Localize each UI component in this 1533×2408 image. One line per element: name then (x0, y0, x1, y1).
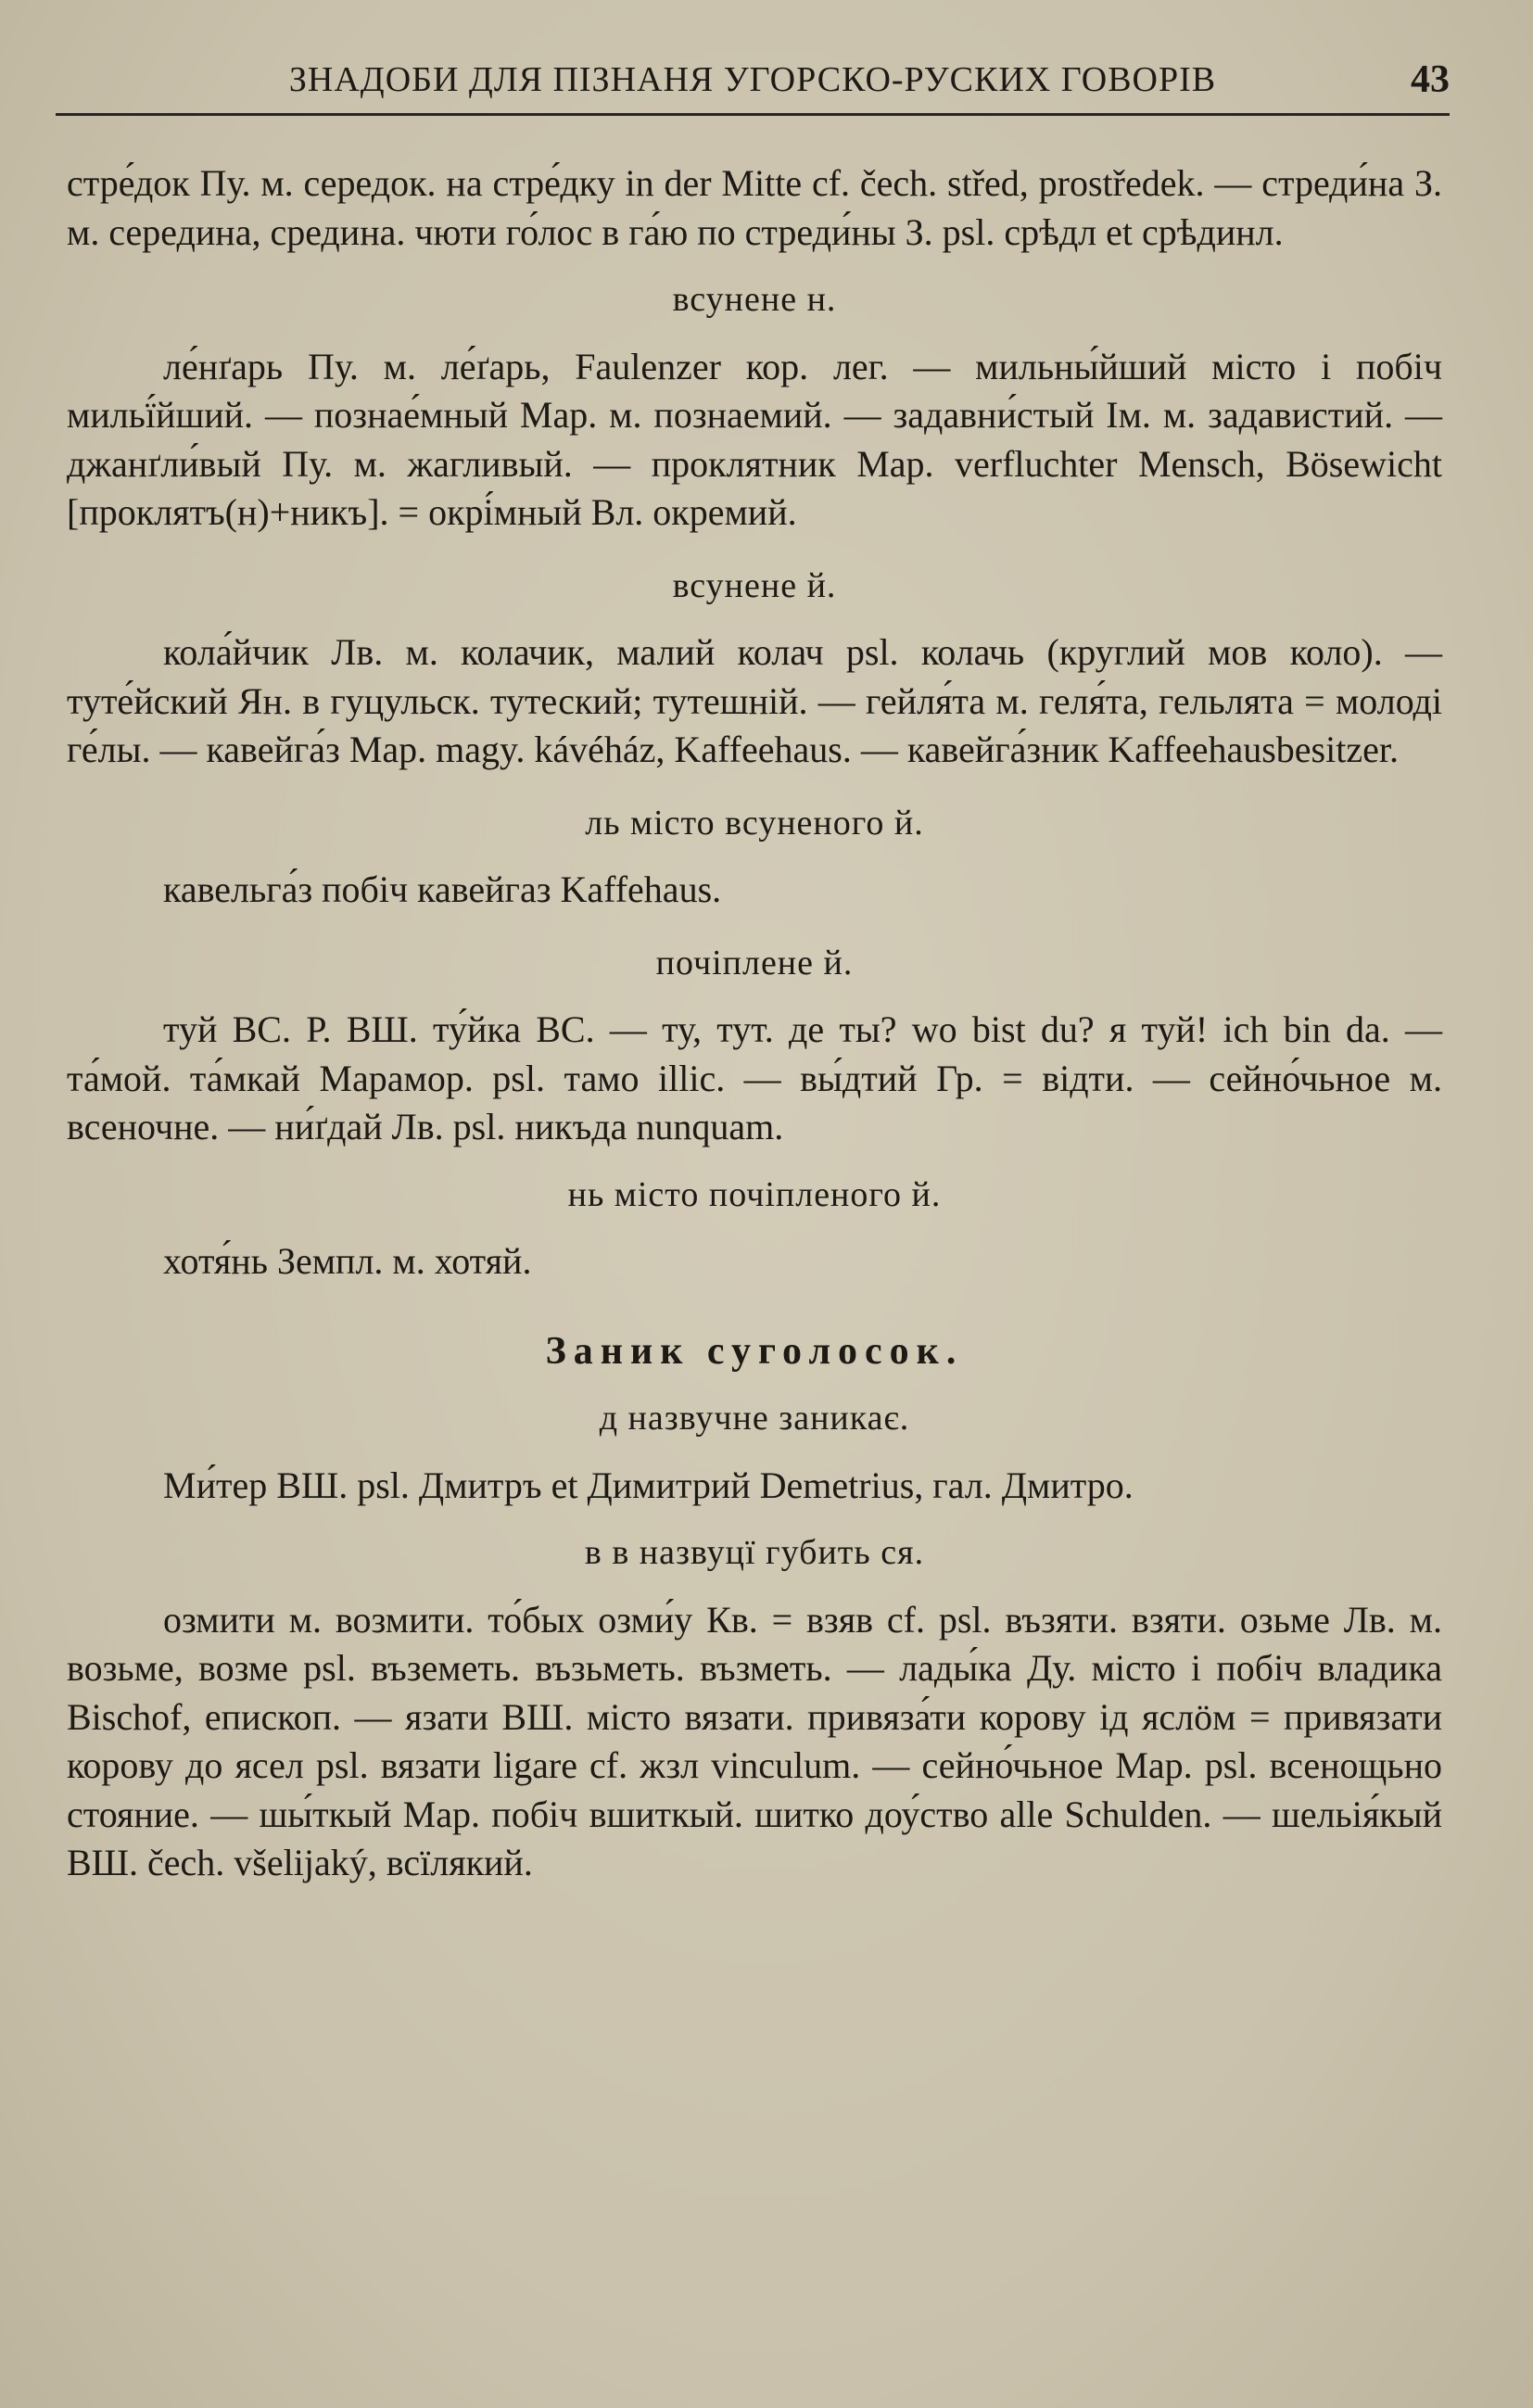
section-heading-l-misto: ль місто всуненого й. (585, 803, 924, 843)
chapter-heading-zanyk: Заник суголосок. (545, 1329, 964, 1373)
paragraph-kolaychyk: кола́йчик Лв. м. колачик, малий колач psl. колачь (круглий мов коло). — туте́йский Ян. в гуцульск. тутеский; тутешній. — гейля́та м. геля́та, гельлята = молоді ге́лы. — кавейга́з Мар. magy. kávéház, Kaffeehaus. — кавейга́зник Kaffeehausbesitzer. (67, 631, 1442, 770)
paragraph-ozmyty: озмити м. возмити. то́бых озми́у Кв. = взяв cf. psl. възяти. взяти. озьме Лв. м. возьме, возме psl. въземеть. възьметь. възметь. — лады́ка Ду. місто і побіч владика Bischof, епископ. — язати ВШ. місто вязати. привяза́ти корову ід яслӧм = привязати корову до ясел psl. вязати ligare cf. жзл vinculum. — сейно́чьное Мар. psl. всенощьно стояние. — шы́ткый Мар. побіч вшиткый. шитко доу́ство alle Schulden. — шельія́кый ВШ. čech. všelijaký, всїлякий. (67, 1598, 1442, 1883)
header-title: ЗНАДОБИ ДЛЯ ПІЗНАНЯ УГОРСКО-РУСКИХ ГОВОРІВ (288, 60, 1217, 99)
page-number: 43 (1411, 58, 1450, 101)
paragraph-kavelgaz: кавельга́з побіч кавейгаз Kaffehaus. (163, 868, 722, 910)
section-heading-n-misto: нь місто почіпленого й. (567, 1174, 942, 1214)
running-header (56, 54, 1450, 116)
page-body (67, 159, 1442, 1888)
section-heading-v-nazvutsi: в в назвуцї губить ся. (584, 1533, 925, 1572)
paragraph-tuy: туй ВС. Р. ВШ. ту́йка ВС. — ту, тут. де ты? wo bist du? я туй! ich bin da. — та́мой. та́мкай Марамор. psl. тамо illic. — вы́дтий Гр. = відти. — сейно́чьное м. всеночне. — ни́ґдай Лв. psl. никъда nunquam. (67, 1008, 1442, 1147)
paragraph-myter: Ми́тер ВШ. psl. Дмитръ et Димитрий Demetrius, гал. Дмитро. (163, 1464, 1134, 1506)
paragraph-khotyan: хотя́нь Земпл. м. хотяй. (163, 1240, 532, 1282)
section-heading-d-nazvuchne: д назвучне заникає. (599, 1399, 910, 1438)
paragraph-stredok: стре́док Пу. м. середок. на стре́дку in der Mitte cf. čech. střed, prostředek. — стреди́на З. м. середина, средина. чюти го́лос в га́ю по стреди́ны З. psl. срѣдл et срѣдинл. (67, 162, 1442, 253)
section-heading-vsunene-y: всунене й. (672, 565, 837, 605)
section-heading-vsunene-n: всунене н. (672, 280, 837, 319)
paragraph-lengar: ле́нґарь Пу. м. ле́ґарь, Faulenzer кор. лег. — мильны́йший місто і побіч мильї́йший. — познае́мный Мар. м. познаемий. — задавни́стый Ім. м. задавистий. — джанґли́вый Пу. м. жагливый. — проклятник Мар. verfluchter Mensch, Bösewicht [проклятъ(н)+никъ]. = окрі́мный Вл. окремий. (67, 345, 1442, 533)
section-heading-pochiplene-y: почіплене й. (655, 943, 854, 982)
